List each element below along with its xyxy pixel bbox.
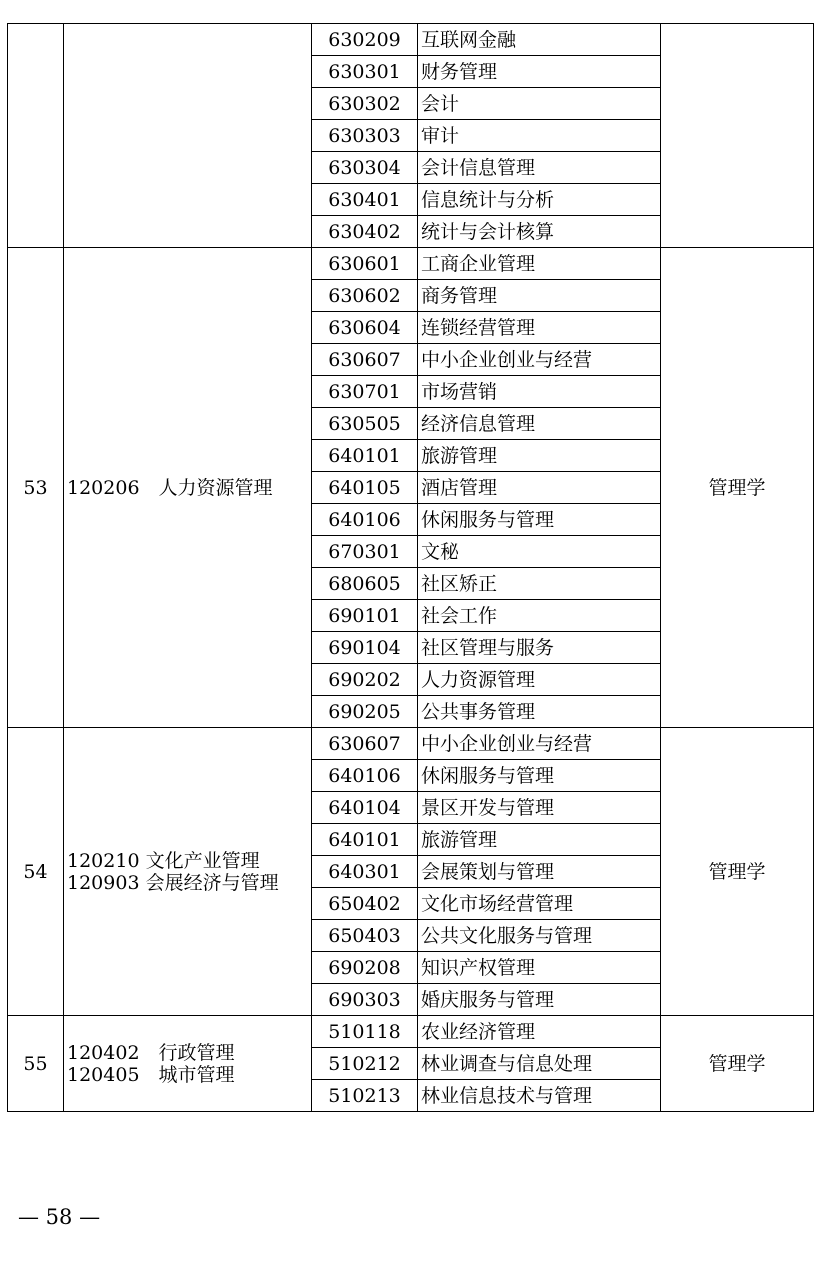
vocational-major-code: 640105: [312, 472, 418, 504]
vocational-major-name: 审计: [418, 120, 661, 152]
vocational-major-code: 690303: [312, 984, 418, 1016]
vocational-major-name: 景区开发与管理: [418, 792, 661, 824]
group-number: [8, 24, 64, 248]
vocational-major-name: 林业信息技术与管理: [418, 1080, 661, 1112]
undergraduate-major: 120210 文化产业管理: [67, 849, 260, 872]
vocational-major-name: 市场营销: [418, 376, 661, 408]
vocational-major-code: 640106: [312, 504, 418, 536]
vocational-major-code: 640101: [312, 824, 418, 856]
vocational-major-name: 旅游管理: [418, 440, 661, 472]
vocational-major-code: 690104: [312, 632, 418, 664]
vocational-major-code: 640101: [312, 440, 418, 472]
undergraduate-major-cell: [64, 1016, 312, 1112]
vocational-major-name: 酒店管理: [418, 472, 661, 504]
vocational-major-code: 680605: [312, 568, 418, 600]
major-mapping-table: [7, 23, 814, 1112]
undergraduate-major: 120903 会展经济与管理: [67, 871, 279, 894]
group-number: 54: [8, 728, 64, 1016]
vocational-major-code: 510118: [312, 1016, 418, 1048]
vocational-major-name: 社会工作: [418, 600, 661, 632]
vocational-major-code: 640106: [312, 760, 418, 792]
vocational-major-code: 630304: [312, 152, 418, 184]
vocational-major-code: 630607: [312, 344, 418, 376]
vocational-major-name: 商务管理: [418, 280, 661, 312]
vocational-major-code: 630604: [312, 312, 418, 344]
vocational-major-code: 510212: [312, 1048, 418, 1080]
vocational-major-name: 文化市场经营管理: [418, 888, 661, 920]
table-row: [8, 248, 814, 280]
vocational-major-name: 休闲服务与管理: [418, 504, 661, 536]
vocational-major-name: 婚庆服务与管理: [418, 984, 661, 1016]
vocational-major-code: 630602: [312, 280, 418, 312]
discipline-category: [661, 24, 814, 248]
group-number: 55: [8, 1016, 64, 1112]
vocational-major-name: 会计信息管理: [418, 152, 661, 184]
table-body: [8, 24, 814, 1112]
vocational-major-name: 林业调查与信息处理: [418, 1048, 661, 1080]
vocational-major-name: 公共事务管理: [418, 696, 661, 728]
vocational-major-code: 670301: [312, 536, 418, 568]
vocational-major-name: 连锁经营管理: [418, 312, 661, 344]
vocational-major-name: 互联网金融: [418, 24, 661, 56]
vocational-major-name: 经济信息管理: [418, 408, 661, 440]
discipline-category: 管理学: [661, 1016, 814, 1112]
undergraduate-major: 120206 人力资源管理: [67, 476, 273, 499]
table-row: [8, 728, 814, 760]
page-number: — 58 —: [18, 1205, 101, 1229]
vocational-major-code: 690101: [312, 600, 418, 632]
vocational-major-name: 信息统计与分析: [418, 184, 661, 216]
vocational-major-name: 会展策划与管理: [418, 856, 661, 888]
vocational-major-code: 630303: [312, 120, 418, 152]
vocational-major-name: 知识产权管理: [418, 952, 661, 984]
vocational-major-name: 会计: [418, 88, 661, 120]
vocational-major-name: 统计与会计核算: [418, 216, 661, 248]
discipline-category: 管理学: [661, 248, 814, 728]
vocational-major-code: 630402: [312, 216, 418, 248]
vocational-major-code: 630505: [312, 408, 418, 440]
vocational-major-code: 690205: [312, 696, 418, 728]
group-number: 53: [8, 248, 64, 728]
vocational-major-code: 630607: [312, 728, 418, 760]
vocational-major-name: 社区管理与服务: [418, 632, 661, 664]
undergraduate-major: 120402 行政管理: [67, 1041, 235, 1064]
vocational-major-name: 中小企业创业与经营: [418, 728, 661, 760]
vocational-major-name: 中小企业创业与经营: [418, 344, 661, 376]
vocational-major-name: 旅游管理: [418, 824, 661, 856]
vocational-major-name: 休闲服务与管理: [418, 760, 661, 792]
vocational-major-code: 630209: [312, 24, 418, 56]
vocational-major-code: 650403: [312, 920, 418, 952]
vocational-major-code: 640104: [312, 792, 418, 824]
vocational-major-code: 630701: [312, 376, 418, 408]
vocational-major-name: 财务管理: [418, 56, 661, 88]
vocational-major-code: 630302: [312, 88, 418, 120]
vocational-major-name: 农业经济管理: [418, 1016, 661, 1048]
vocational-major-code: 630401: [312, 184, 418, 216]
vocational-major-code: 640301: [312, 856, 418, 888]
vocational-major-code: 630301: [312, 56, 418, 88]
vocational-major-name: 文秘: [418, 536, 661, 568]
vocational-major-name: 人力资源管理: [418, 664, 661, 696]
undergraduate-major-cell: [64, 24, 312, 248]
vocational-major-name: 公共文化服务与管理: [418, 920, 661, 952]
undergraduate-major-cell: [64, 248, 312, 728]
undergraduate-major: 120405 城市管理: [67, 1063, 235, 1086]
vocational-major-code: 690202: [312, 664, 418, 696]
vocational-major-code: 510213: [312, 1080, 418, 1112]
vocational-major-name: 工商企业管理: [418, 248, 661, 280]
undergraduate-major-cell: [64, 728, 312, 1016]
discipline-category: 管理学: [661, 728, 814, 1016]
table-row: [8, 1016, 814, 1048]
vocational-major-code: 690208: [312, 952, 418, 984]
vocational-major-code: 650402: [312, 888, 418, 920]
table-row: [8, 24, 814, 56]
vocational-major-code: 630601: [312, 248, 418, 280]
vocational-major-name: 社区矫正: [418, 568, 661, 600]
